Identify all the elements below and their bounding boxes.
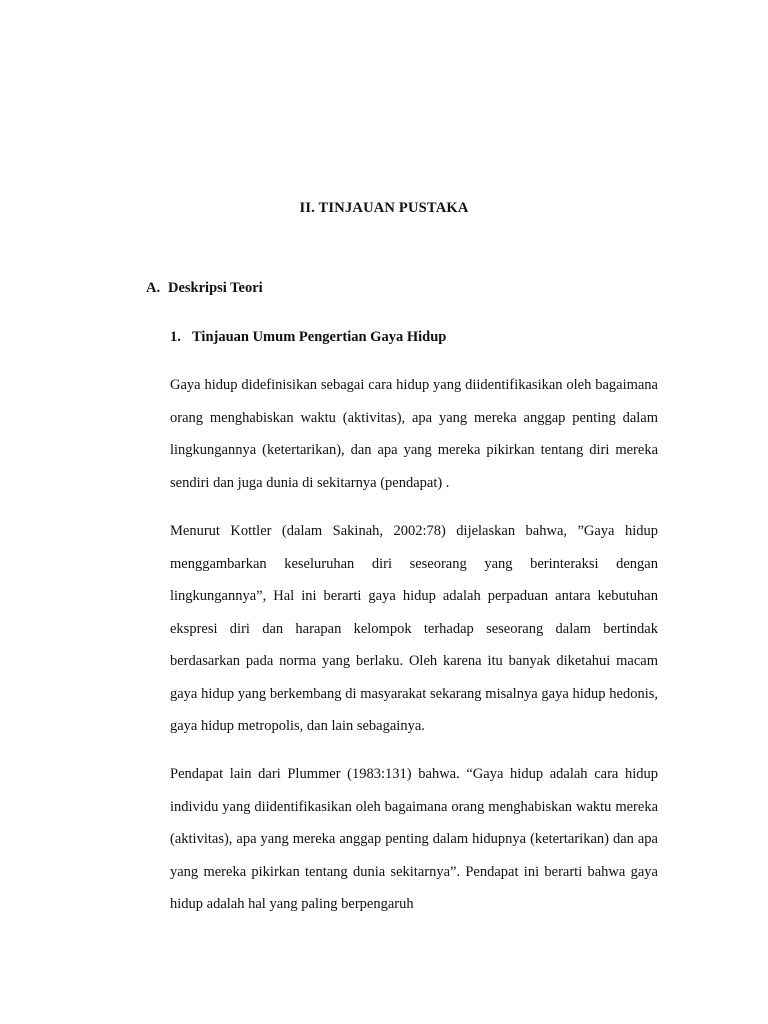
- section-marker: A.: [146, 280, 161, 296]
- chapter-title: II. TINJAUAN PUSTAKA: [299, 200, 469, 216]
- paragraph-plummer: Pendapat lain dari Plummer (1983:131) bahwa. “Gaya hidup adalah cara hidup individu yang diidentifikasikan oleh bagaimana orang menghabiskan waktu mereka (aktivitas), apa yang mereka anggap penting dalam hidupnya (ketertarikan) dan apa yang mereka pikirkan tentang dunia sekitarnya”. Pendapat ini berarti bahwa gaya hidup adalah hal yang paling berpengaruh: [170, 766, 658, 912]
- subsection-heading: [170, 329, 446, 346]
- section-title: Deskripsi Teori: [168, 280, 263, 296]
- paragraph-definition: Gaya hidup didefinisikan sebagai cara hidup yang diidentifikasikan oleh bagaimana orang menghabiskan waktu (aktivitas), apa yang mereka anggap penting dalam lingkungannya (ketertarikan), dan apa yang mereka pikirkan tentang diri mereka sendiri dan juga dunia di sekitarnya (pendapat) .: [170, 377, 658, 491]
- subsection-title: Tinjauan Umum Pengertian Gaya Hidup: [192, 329, 447, 345]
- paragraph-kottler: Menurut Kottler (dalam Sakinah, 2002:78) dijelaskan bahwa, ”Gaya hidup menggambarkan keseluruhan diri seseorang yang berinteraksi dengan lingkungannya”, Hal ini berarti gaya hidup adalah perpaduan antara kebutuhan ekspresi diri dan harapan kelompok terhadap seseorang dalam bertindak berdasarkan pada norma yang berlaku. Oleh karena itu banyak diketahui macam gaya hidup yang berkembang di masyarakat sekarang misalnya gaya hidup hedonis, gaya hidup metropolis, dan lain sebagainya.: [170, 523, 658, 734]
- section-heading: [146, 280, 263, 297]
- subsection-marker: 1.: [170, 329, 181, 345]
